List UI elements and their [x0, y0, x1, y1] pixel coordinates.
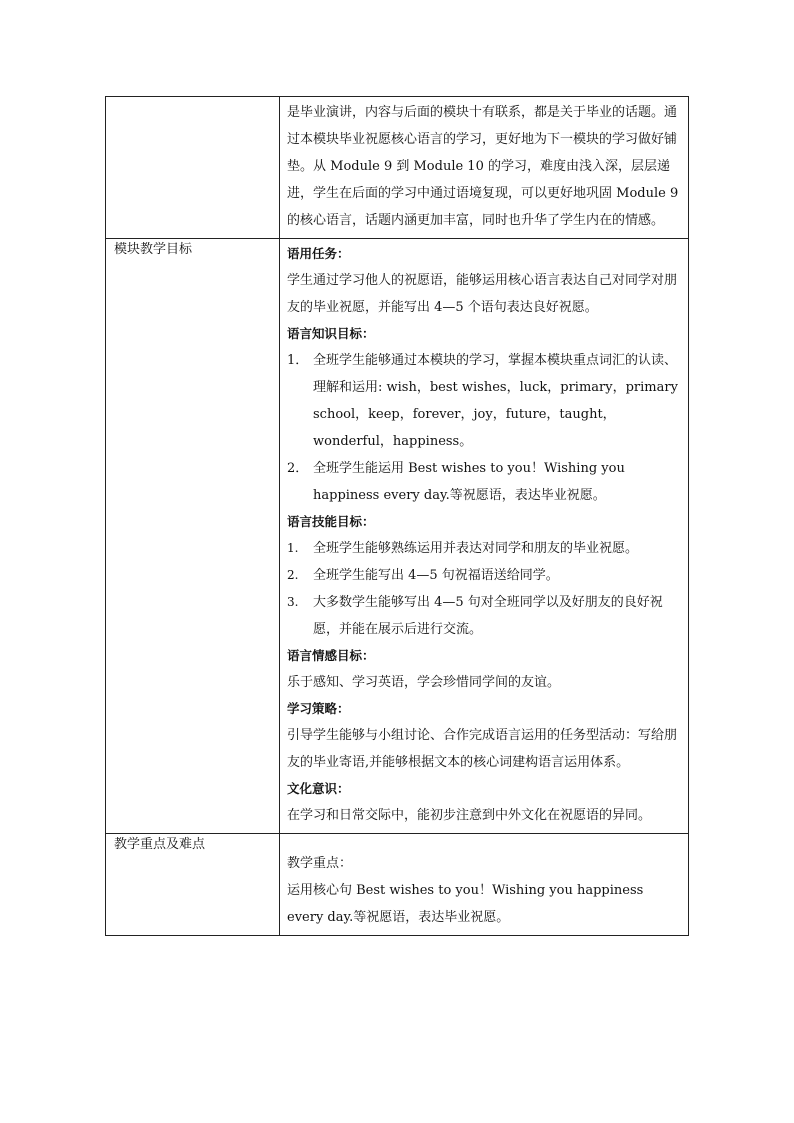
emotion-text: 乐于感知、学习英语，学会珍惜同学间的友谊。	[287, 675, 561, 690]
knowledge-item	[287, 455, 682, 509]
list-text: 全班学生能写出 4—5 句祝福语送给同学。	[313, 568, 559, 583]
module-analysis-cell	[280, 97, 689, 239]
table-row-key-points	[106, 834, 689, 936]
emotion-heading: 语言情感目标：	[287, 648, 375, 663]
knowledge-item	[287, 347, 682, 455]
focus-heading: 教学重点：	[287, 856, 353, 871]
skill-item	[287, 535, 682, 562]
row-label-objectives: 模块教学目标	[106, 239, 280, 834]
table-row-module-analysis	[106, 97, 689, 239]
key-points-cell	[280, 834, 689, 936]
list-text: 全班学生能运用 Best wishes to you！Wishing you happiness every day.等祝愿语，表达毕业祝愿。	[313, 461, 625, 503]
list-text: 大多数学生能够写出 4—5 句对全班同学以及好朋友的良好祝愿，并能在展示后进行交流。	[313, 595, 663, 637]
row-label-key-points: 教学重点及难点	[106, 834, 280, 936]
culture-heading: 文化意识：	[287, 781, 350, 796]
list-text: 全班学生能够熟练运用并表达对同学和朋友的毕业祝愿。	[313, 541, 639, 556]
module-analysis-text: 是毕业演讲，内容与后面的模块十有联系，都是关于毕业的话题。通过本模块毕业祝愿核心语言的学习，更好地为下一模块的学习做好铺垫。从 Module 9 到 Module 10 的学习，难度由浅入深，层层递进，学生在后面的学习中通过语境复现，可以更好地巩固 Module 9 的核心语言，话题内涵更加丰富，同时也升华了学生内在的情感。	[287, 105, 679, 228]
lesson-plan-table	[105, 96, 689, 936]
list-text: 全班学生能够通过本模块的学习，掌握本模块重点词汇的认读、理解和运用: wish，best wishes，luck，primary，primary school，keep，forever，joy，future，taught，wonderful，happiness。	[313, 353, 678, 449]
skill-item	[287, 589, 682, 643]
task-text: 学生通过学习他人的祝愿语，能够运用核心语言表达自己对同学对朋友的毕业祝愿，并能写出 4—5 个语句表达良好祝愿。	[287, 273, 678, 315]
strategy-text: 引导学生能够与小组讨论、合作完成语言运用的任务型活动：写给朋友的毕业寄语,并能够根据文本的核心词建构语言运用体系。	[287, 728, 678, 770]
list-number: 1.	[287, 541, 299, 555]
skill-item	[287, 562, 682, 589]
focus-text: 运用核心句 Best wishes to you！Wishing you happiness every day.等祝愿语，表达毕业祝愿。	[287, 883, 644, 925]
task-heading: 语用任务：	[287, 246, 350, 261]
list-number: 2．	[287, 461, 309, 476]
objectives-cell	[280, 239, 689, 834]
culture-text: 在学习和日常交际中，能初步注意到中外文化在祝愿语的异同。	[287, 808, 652, 823]
table-row-objectives	[106, 239, 689, 834]
strategy-heading: 学习策略：	[287, 701, 350, 716]
list-number: 1．	[287, 353, 309, 368]
row-label-empty	[106, 97, 280, 239]
list-number: 2.	[287, 568, 299, 582]
skill-heading: 语言技能目标：	[287, 514, 375, 529]
knowledge-heading: 语言知识目标：	[287, 326, 375, 341]
list-number: 3.	[287, 595, 299, 609]
